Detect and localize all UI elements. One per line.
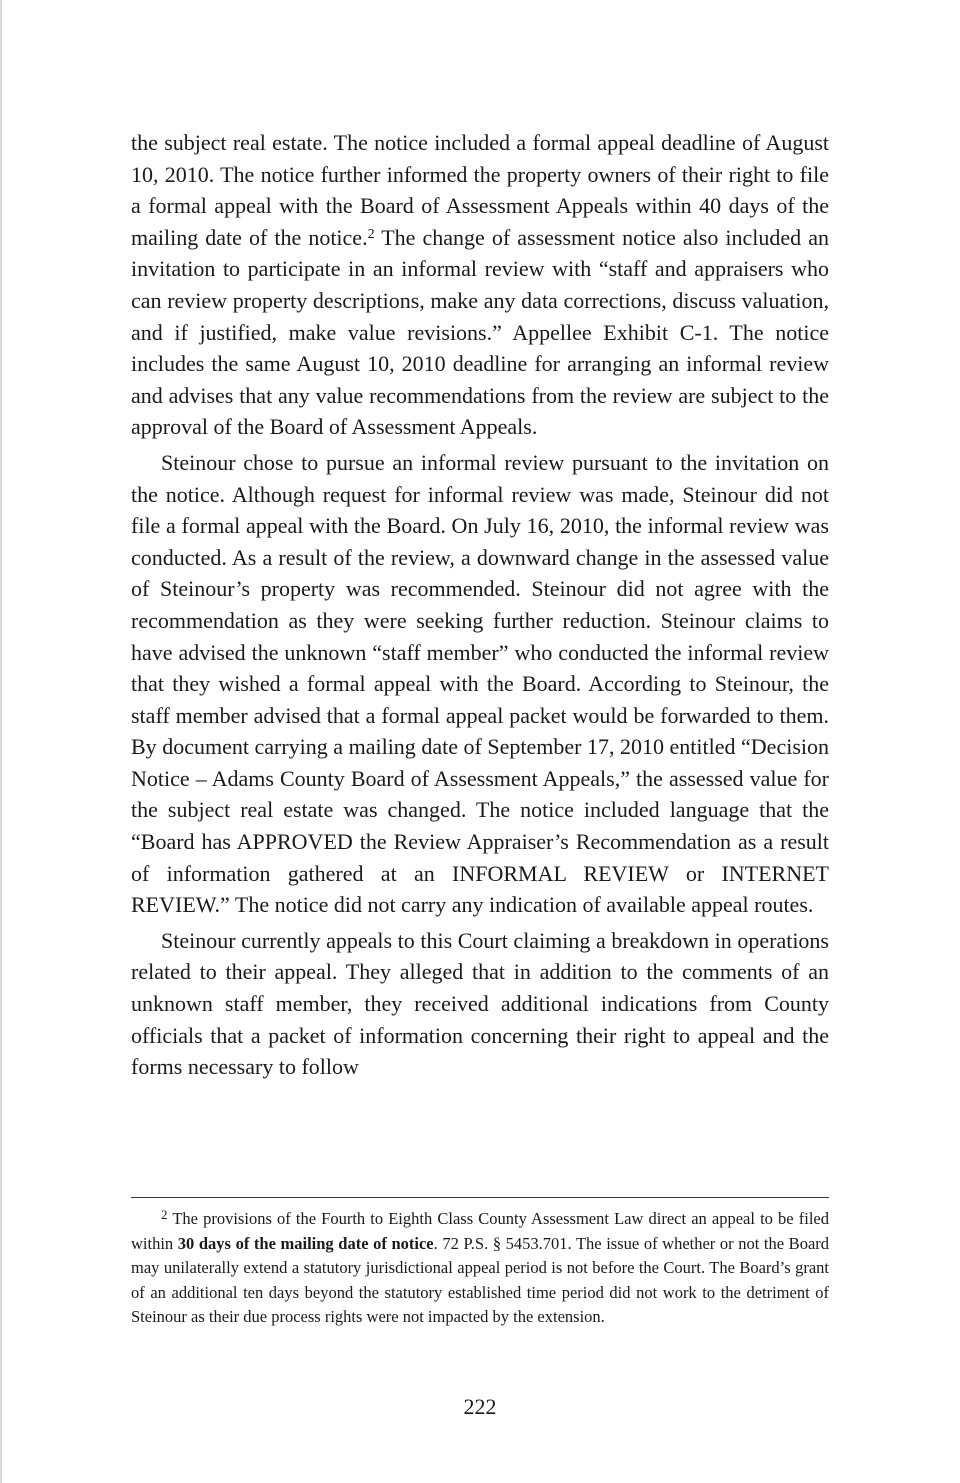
footnote-text-start: The provisions of the Fourth to Eighth Class County Assessment Law direct an appeal to be filed within (131, 1209, 829, 1253)
paragraph-1-text-before-footnote: the subject real estate. The notice included a formal appeal deadline of August 10, 2010. The notice further informed the property owners of their right to file a formal appeal with the Board of Assessment Appeals within 40 days of the mailing date of the notice. (131, 130, 829, 250)
footnote-number: 2 (161, 1207, 168, 1222)
footnote-divider (131, 1197, 829, 1198)
footnote-text-end: . 72 P.S. § 5453.701. The issue of whether or not the Board may unilaterally extend a statutory jurisdictional appeal period is not before the Court. The Board’s grant of an additional ten days beyond the statutory established time period did not work to the detriment of Steinour as their due process rights were not impacted by the extension. (131, 1233, 830, 1327)
footnote (131, 1207, 829, 1330)
page-number: 222 (463, 1394, 497, 1419)
body-text (131, 127, 829, 1087)
page-edge-shadow (0, 0, 2, 1483)
paragraph-2: Steinour chose to pursue an informal review pursuant to the invitation on the notice. Although request for informal review was made, Steinour did not file a formal appeal with the Board. On July 16, 2010, the informal review was conducted. As a result of the review, a downward change in the assessed value of Steinour’s property was recommended. Steinour did not agree with the recommendation as they were seeking further reduction. Steinour claims to have advised the unknown “staff member” who conducted the informal review that they wished a formal appeal with the Board. According to Steinour, the staff member advised that a formal appeal packet would be forwarded to them. By document carrying a mailing date of September 17, 2010 entitled “Decision Notice – Adams County Board of Assessment Appeals,” the assessed value for the subject real estate was changed. The notice included language that the “Board has APPROVED the Review Appraiser’s Recommendation as a result of information gathered at an INFORMAL REVIEW or INTERNET REVIEW.” The notice did not carry any indication of available appeal routes. (131, 449, 829, 918)
paragraph-1-text-after-footnote: The change of assessment notice also included an invitation to participate in an informal review with “staff and appraisers who can review property descriptions, make any data corrections, discuss valuation, and if justified, make value revisions.” Appellee Exhibit C-1. The notice includes the same August 10, 2010 deadline for arranging an informal review and advises that any value recommendations from the review are subject to the approval of the Board of Assessment Appeals. (131, 224, 830, 440)
footnote-reference: 2 (367, 226, 375, 242)
footnote-bold-text: 30 days of the mailing date of notice (177, 1233, 434, 1253)
paragraph-1 (131, 127, 829, 443)
paragraph-3: Steinour currently appeals to this Court claiming a breakdown in operations related to their appeal. They alleged that in addition to the comments of an unknown staff member, they received additional indications from County officials that a packet of information concerning their right to appeal and the forms necessary to follow (131, 927, 829, 1080)
